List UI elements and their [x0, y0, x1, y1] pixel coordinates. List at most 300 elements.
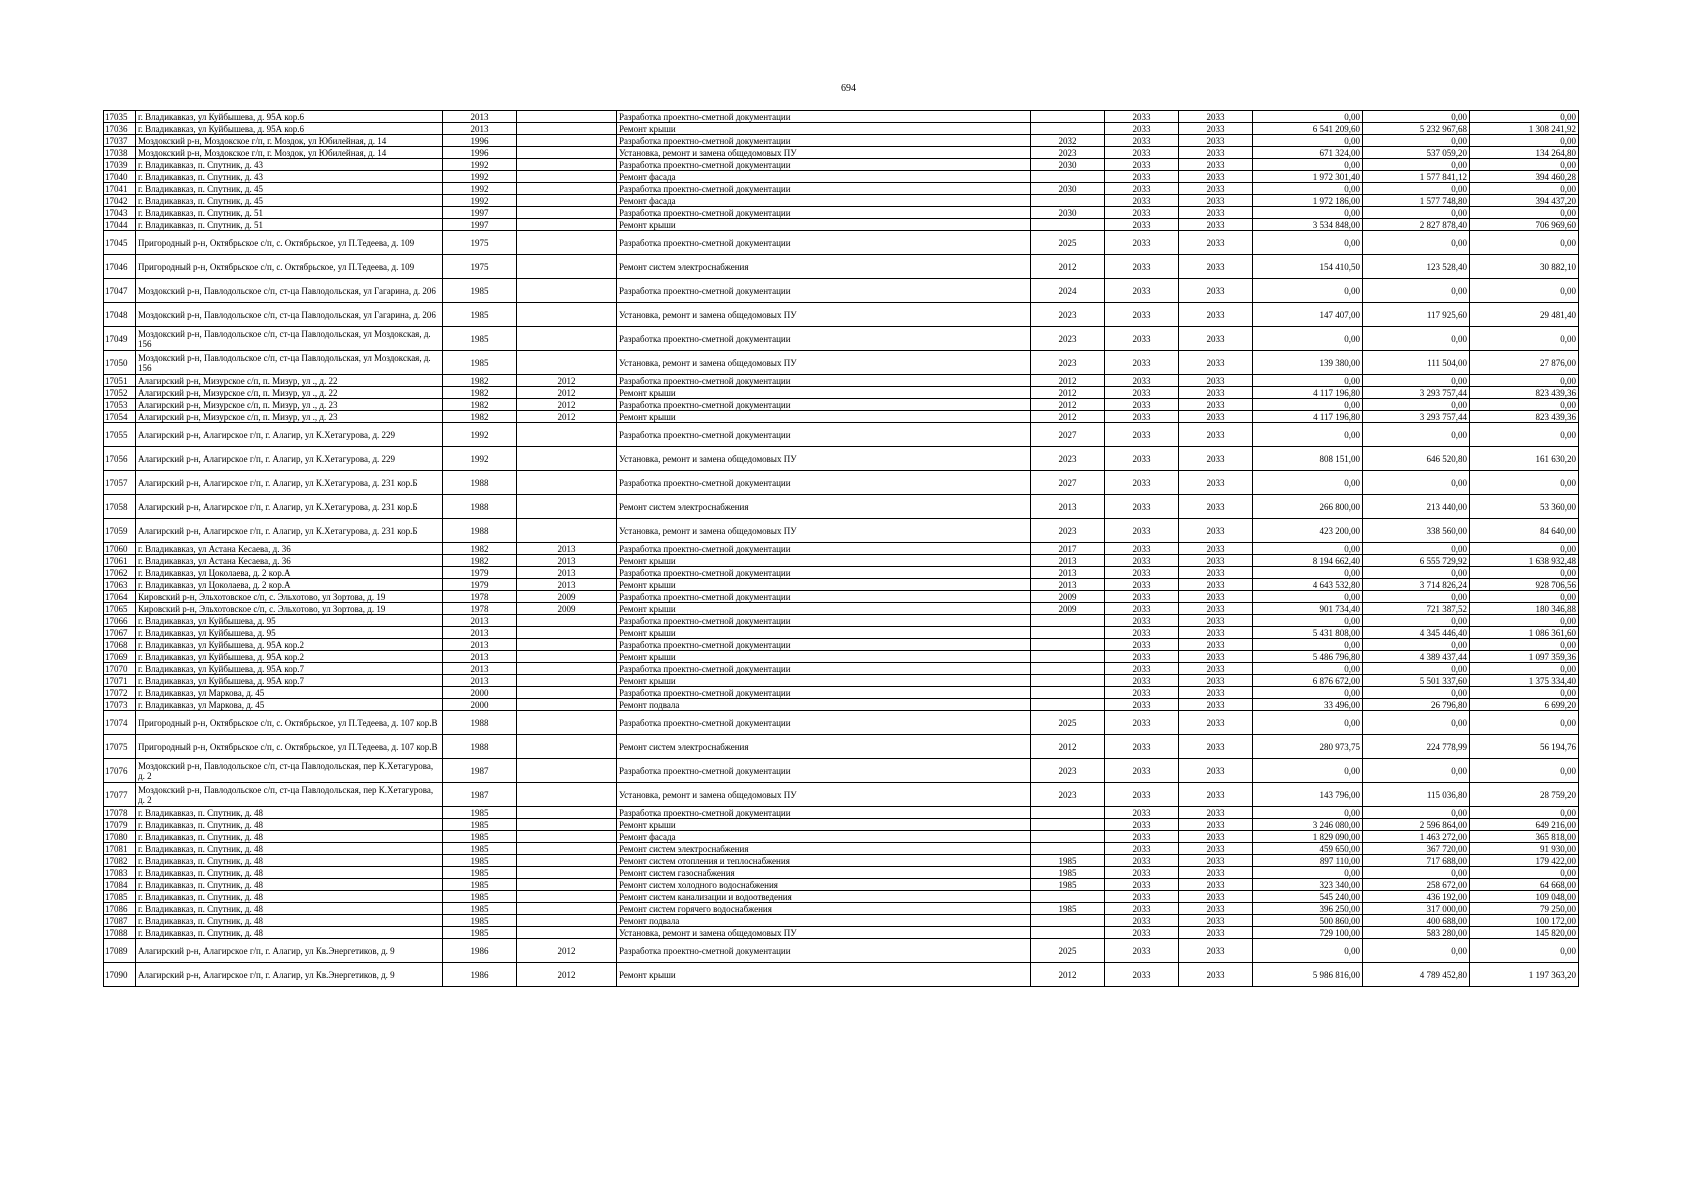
build-year-cell: 1988 — [443, 519, 517, 543]
fund-cost-cell: 721 387,52 — [1363, 603, 1470, 615]
planned-year-cell: 2013 — [1031, 567, 1105, 579]
build-year-cell: 1985 — [443, 327, 517, 351]
owners-cost-cell: 0,00 — [1470, 759, 1579, 783]
work-type-cell: Ремонт крыши — [617, 627, 1031, 639]
total-cost-cell: 901 734,40 — [1253, 603, 1363, 615]
last-repair-year-cell — [517, 759, 617, 783]
work-type-cell: Разработка проектно-сметной документации — [617, 135, 1031, 147]
table-row — [104, 219, 1579, 231]
owners-cost-cell: 134 264,80 — [1470, 147, 1579, 159]
start-year-cell: 2033 — [1105, 903, 1179, 915]
end-year-cell: 2033 — [1179, 603, 1253, 615]
planned-year-cell: 2032 — [1031, 135, 1105, 147]
total-cost-cell: 5 986 816,00 — [1253, 963, 1363, 987]
last-repair-year-cell — [517, 927, 617, 939]
work-type-cell: Ремонт систем электроснабжения — [617, 255, 1031, 279]
row-number-cell: 17086 — [104, 903, 136, 915]
start-year-cell: 2033 — [1105, 519, 1179, 543]
row-number-cell: 17067 — [104, 627, 136, 639]
build-year-cell: 1975 — [443, 255, 517, 279]
planned-year-cell — [1031, 819, 1105, 831]
work-type-cell: Установка, ремонт и замена общедомовых ПУ — [617, 927, 1031, 939]
row-number-cell: 17062 — [104, 567, 136, 579]
work-type-cell: Разработка проектно-сметной документации — [617, 183, 1031, 195]
start-year-cell: 2033 — [1105, 627, 1179, 639]
build-year-cell: 1985 — [443, 927, 517, 939]
fund-cost-cell: 1 577 841,12 — [1363, 171, 1470, 183]
start-year-cell: 2033 — [1105, 891, 1179, 903]
total-cost-cell: 0,00 — [1253, 399, 1363, 411]
address-cell: Алагирский р-н, Алагирское г/п, г. Алагир, ул К.Хетагурова, д. 231 кор.Б — [136, 471, 443, 495]
end-year-cell: 2033 — [1179, 159, 1253, 171]
build-year-cell: 1986 — [443, 963, 517, 987]
last-repair-year-cell — [517, 231, 617, 255]
fund-cost-cell: 117 925,60 — [1363, 303, 1470, 327]
planned-year-cell: 2025 — [1031, 711, 1105, 735]
work-type-cell: Разработка проектно-сметной документации — [617, 807, 1031, 819]
build-year-cell: 2013 — [443, 663, 517, 675]
start-year-cell: 2033 — [1105, 639, 1179, 651]
total-cost-cell: 0,00 — [1253, 135, 1363, 147]
work-type-cell: Ремонт крыши — [617, 963, 1031, 987]
total-cost-cell: 6 541 209,60 — [1253, 123, 1363, 135]
end-year-cell: 2033 — [1179, 639, 1253, 651]
last-repair-year-cell — [517, 687, 617, 699]
last-repair-year-cell: 2013 — [517, 543, 617, 555]
work-type-cell: Разработка проектно-сметной документации — [617, 231, 1031, 255]
build-year-cell: 1997 — [443, 219, 517, 231]
address-cell: г. Владикавказ, п. Спутник, д. 48 — [136, 867, 443, 879]
build-year-cell: 2013 — [443, 651, 517, 663]
end-year-cell: 2033 — [1179, 963, 1253, 987]
row-number-cell: 17083 — [104, 867, 136, 879]
work-type-cell: Разработка проектно-сметной документации — [617, 567, 1031, 579]
start-year-cell: 2033 — [1105, 807, 1179, 819]
end-year-cell: 2033 — [1179, 567, 1253, 579]
row-number-cell: 17066 — [104, 615, 136, 627]
start-year-cell: 2033 — [1105, 207, 1179, 219]
table-row — [104, 879, 1579, 891]
start-year-cell: 2033 — [1105, 843, 1179, 855]
end-year-cell: 2033 — [1179, 195, 1253, 207]
work-type-cell: Ремонт подвала — [617, 915, 1031, 927]
build-year-cell: 1978 — [443, 603, 517, 615]
end-year-cell: 2033 — [1179, 891, 1253, 903]
end-year-cell: 2033 — [1179, 879, 1253, 891]
end-year-cell: 2033 — [1179, 303, 1253, 327]
fund-cost-cell: 0,00 — [1363, 939, 1470, 963]
build-year-cell: 2013 — [443, 123, 517, 135]
address-cell: Алагирский р-н, Алагирское г/п, г. Алагир, ул К.Хетагурова, д. 231 кор.Б — [136, 519, 443, 543]
total-cost-cell: 0,00 — [1253, 639, 1363, 651]
total-cost-cell: 5 431 808,00 — [1253, 627, 1363, 639]
last-repair-year-cell — [517, 519, 617, 543]
fund-cost-cell: 4 389 437,44 — [1363, 651, 1470, 663]
owners-cost-cell: 0,00 — [1470, 639, 1579, 651]
planned-year-cell — [1031, 651, 1105, 663]
last-repair-year-cell — [517, 819, 617, 831]
planned-year-cell — [1031, 195, 1105, 207]
table-row — [104, 147, 1579, 159]
table-row — [104, 915, 1579, 927]
address-cell: г. Владикавказ, ул Астана Кесаева, д. 36 — [136, 543, 443, 555]
last-repair-year-cell — [517, 255, 617, 279]
work-type-cell: Ремонт систем электроснабжения — [617, 495, 1031, 519]
end-year-cell: 2033 — [1179, 399, 1253, 411]
page-number: 694 — [841, 83, 856, 94]
last-repair-year-cell: 2012 — [517, 963, 617, 987]
planned-year-cell — [1031, 663, 1105, 675]
fund-cost-cell: 717 688,00 — [1363, 855, 1470, 867]
end-year-cell: 2033 — [1179, 915, 1253, 927]
planned-year-cell: 2030 — [1031, 159, 1105, 171]
row-number-cell: 17044 — [104, 219, 136, 231]
end-year-cell: 2033 — [1179, 831, 1253, 843]
planned-year-cell: 2023 — [1031, 147, 1105, 159]
fund-cost-cell: 6 555 729,92 — [1363, 555, 1470, 567]
table-row — [104, 627, 1579, 639]
build-year-cell: 1988 — [443, 471, 517, 495]
work-type-cell: Ремонт крыши — [617, 675, 1031, 687]
build-year-cell: 2000 — [443, 687, 517, 699]
address-cell: Кировский р-н, Эльхотовское с/п, с. Эльхотово, ул Зортова, д. 19 — [136, 591, 443, 603]
start-year-cell: 2033 — [1105, 783, 1179, 807]
build-year-cell: 1985 — [443, 855, 517, 867]
start-year-cell: 2033 — [1105, 399, 1179, 411]
total-cost-cell: 0,00 — [1253, 591, 1363, 603]
table-row — [104, 123, 1579, 135]
end-year-cell: 2033 — [1179, 555, 1253, 567]
total-cost-cell: 0,00 — [1253, 543, 1363, 555]
row-number-cell: 17051 — [104, 375, 136, 387]
fund-cost-cell: 0,00 — [1363, 375, 1470, 387]
work-type-cell: Ремонт систем горячего водоснабжения — [617, 903, 1031, 915]
owners-cost-cell: 29 481,40 — [1470, 303, 1579, 327]
fund-cost-cell: 0,00 — [1363, 327, 1470, 351]
address-cell: г. Владикавказ, ул Маркова, д. 45 — [136, 699, 443, 711]
table-row — [104, 699, 1579, 711]
address-cell: г. Владикавказ, п. Спутник, д. 48 — [136, 915, 443, 927]
fund-cost-cell: 537 059,20 — [1363, 147, 1470, 159]
fund-cost-cell: 5 232 967,68 — [1363, 123, 1470, 135]
owners-cost-cell: 79 250,00 — [1470, 903, 1579, 915]
planned-year-cell: 2023 — [1031, 327, 1105, 351]
owners-cost-cell: 84 640,00 — [1470, 519, 1579, 543]
fund-cost-cell: 1 577 748,80 — [1363, 195, 1470, 207]
planned-year-cell — [1031, 639, 1105, 651]
table-row — [104, 111, 1579, 123]
fund-cost-cell: 3 714 826,24 — [1363, 579, 1470, 591]
build-year-cell: 1986 — [443, 939, 517, 963]
table-row — [104, 591, 1579, 603]
planned-year-cell: 2023 — [1031, 759, 1105, 783]
total-cost-cell: 33 496,00 — [1253, 699, 1363, 711]
row-number-cell: 17089 — [104, 939, 136, 963]
planned-year-cell: 2030 — [1031, 183, 1105, 195]
total-cost-cell: 147 407,00 — [1253, 303, 1363, 327]
row-number-cell: 17069 — [104, 651, 136, 663]
fund-cost-cell: 0,00 — [1363, 807, 1470, 819]
total-cost-cell: 500 860,00 — [1253, 915, 1363, 927]
last-repair-year-cell — [517, 123, 617, 135]
last-repair-year-cell — [517, 183, 617, 195]
end-year-cell: 2033 — [1179, 495, 1253, 519]
table-row — [104, 615, 1579, 627]
row-number-cell: 17071 — [104, 675, 136, 687]
total-cost-cell: 396 250,00 — [1253, 903, 1363, 915]
build-year-cell: 1985 — [443, 303, 517, 327]
last-repair-year-cell — [517, 855, 617, 867]
fund-cost-cell: 646 520,80 — [1363, 447, 1470, 471]
end-year-cell: 2033 — [1179, 111, 1253, 123]
start-year-cell: 2033 — [1105, 387, 1179, 399]
fund-cost-cell: 0,00 — [1363, 159, 1470, 171]
total-cost-cell: 3 246 080,00 — [1253, 819, 1363, 831]
end-year-cell: 2033 — [1179, 135, 1253, 147]
work-type-cell: Разработка проектно-сметной документации — [617, 327, 1031, 351]
row-number-cell: 17058 — [104, 495, 136, 519]
table-row — [104, 867, 1579, 879]
total-cost-cell: 729 100,00 — [1253, 927, 1363, 939]
last-repair-year-cell — [517, 807, 617, 819]
owners-cost-cell: 100 172,00 — [1470, 915, 1579, 927]
start-year-cell: 2033 — [1105, 915, 1179, 927]
work-type-cell: Разработка проектно-сметной документации — [617, 591, 1031, 603]
end-year-cell: 2033 — [1179, 231, 1253, 255]
fund-cost-cell: 3 293 757,44 — [1363, 411, 1470, 423]
row-number-cell: 17063 — [104, 579, 136, 591]
start-year-cell: 2033 — [1105, 543, 1179, 555]
work-type-cell: Ремонт систем электроснабжения — [617, 735, 1031, 759]
last-repair-year-cell — [517, 891, 617, 903]
row-number-cell: 17078 — [104, 807, 136, 819]
owners-cost-cell: 0,00 — [1470, 591, 1579, 603]
work-type-cell: Установка, ремонт и замена общедомовых ПУ — [617, 303, 1031, 327]
total-cost-cell: 154 410,50 — [1253, 255, 1363, 279]
address-cell: Пригородный р-н, Октябрьское с/п, с. Октябрьское, ул П.Тедеева, д. 107 кор.В — [136, 735, 443, 759]
start-year-cell: 2033 — [1105, 423, 1179, 447]
row-number-cell: 17057 — [104, 471, 136, 495]
row-number-cell: 17050 — [104, 351, 136, 375]
total-cost-cell: 0,00 — [1253, 711, 1363, 735]
start-year-cell: 2033 — [1105, 759, 1179, 783]
end-year-cell: 2033 — [1179, 663, 1253, 675]
address-cell: г. Владикавказ, ул Куйбышева, д. 95А кор.2 — [136, 639, 443, 651]
build-year-cell: 1985 — [443, 891, 517, 903]
start-year-cell: 2033 — [1105, 219, 1179, 231]
total-cost-cell: 0,00 — [1253, 687, 1363, 699]
owners-cost-cell: 365 818,00 — [1470, 831, 1579, 843]
work-type-cell: Установка, ремонт и замена общедомовых ПУ — [617, 783, 1031, 807]
address-cell: г. Владикавказ, п. Спутник, д. 48 — [136, 843, 443, 855]
work-type-cell: Ремонт систем канализации и водоотведения — [617, 891, 1031, 903]
address-cell: Алагирский р-н, Алагирское г/п, г. Алагир, ул Кв.Энергетиков, д. 9 — [136, 939, 443, 963]
total-cost-cell: 0,00 — [1253, 567, 1363, 579]
address-cell: Алагирский р-н, Мизурское с/п, п. Мизур, ул ., д. 22 — [136, 387, 443, 399]
start-year-cell: 2033 — [1105, 939, 1179, 963]
last-repair-year-cell: 2012 — [517, 939, 617, 963]
total-cost-cell: 0,00 — [1253, 663, 1363, 675]
fund-cost-cell: 4 789 452,80 — [1363, 963, 1470, 987]
table-row — [104, 687, 1579, 699]
work-type-cell: Ремонт фасада — [617, 195, 1031, 207]
owners-cost-cell: 0,00 — [1470, 867, 1579, 879]
table-row — [104, 279, 1579, 303]
last-repair-year-cell — [517, 663, 617, 675]
work-type-cell: Разработка проектно-сметной документации — [617, 279, 1031, 303]
start-year-cell: 2033 — [1105, 879, 1179, 891]
row-number-cell: 17054 — [104, 411, 136, 423]
planned-year-cell — [1031, 615, 1105, 627]
fund-cost-cell: 0,00 — [1363, 615, 1470, 627]
start-year-cell: 2033 — [1105, 699, 1179, 711]
repair-program-table — [103, 110, 1579, 987]
address-cell: Моздокский р-н, Моздокское г/п, г. Моздок, ул Юбилейная, д. 14 — [136, 147, 443, 159]
start-year-cell: 2033 — [1105, 819, 1179, 831]
address-cell: г. Владикавказ, п. Спутник, д. 45 — [136, 183, 443, 195]
last-repair-year-cell: 2009 — [517, 591, 617, 603]
owners-cost-cell: 823 439,36 — [1470, 387, 1579, 399]
last-repair-year-cell — [517, 303, 617, 327]
row-number-cell: 17073 — [104, 699, 136, 711]
fund-cost-cell: 338 560,00 — [1363, 519, 1470, 543]
total-cost-cell: 423 200,00 — [1253, 519, 1363, 543]
build-year-cell: 1985 — [443, 915, 517, 927]
fund-cost-cell: 2 596 864,00 — [1363, 819, 1470, 831]
start-year-cell: 2033 — [1105, 615, 1179, 627]
end-year-cell: 2033 — [1179, 927, 1253, 939]
end-year-cell: 2033 — [1179, 939, 1253, 963]
owners-cost-cell: 928 706,56 — [1470, 579, 1579, 591]
owners-cost-cell: 706 969,60 — [1470, 219, 1579, 231]
work-type-cell: Ремонт крыши — [617, 411, 1031, 423]
planned-year-cell: 1985 — [1031, 855, 1105, 867]
start-year-cell: 2033 — [1105, 711, 1179, 735]
start-year-cell: 2033 — [1105, 327, 1179, 351]
last-repair-year-cell — [517, 219, 617, 231]
start-year-cell: 2033 — [1105, 963, 1179, 987]
work-type-cell: Ремонт крыши — [617, 603, 1031, 615]
start-year-cell: 2033 — [1105, 375, 1179, 387]
address-cell: г. Владикавказ, п. Спутник, д. 48 — [136, 879, 443, 891]
work-type-cell: Установка, ремонт и замена общедомовых ПУ — [617, 147, 1031, 159]
build-year-cell: 2000 — [443, 699, 517, 711]
build-year-cell: 1985 — [443, 843, 517, 855]
owners-cost-cell: 145 820,00 — [1470, 927, 1579, 939]
end-year-cell: 2033 — [1179, 147, 1253, 159]
end-year-cell: 2033 — [1179, 471, 1253, 495]
planned-year-cell — [1031, 687, 1105, 699]
build-year-cell: 1992 — [443, 423, 517, 447]
fund-cost-cell: 0,00 — [1363, 231, 1470, 255]
end-year-cell: 2033 — [1179, 903, 1253, 915]
end-year-cell: 2033 — [1179, 615, 1253, 627]
row-number-cell: 17084 — [104, 879, 136, 891]
address-cell: г. Владикавказ, п. Спутник, д. 48 — [136, 819, 443, 831]
end-year-cell: 2033 — [1179, 819, 1253, 831]
last-repair-year-cell — [517, 171, 617, 183]
fund-cost-cell: 0,00 — [1363, 567, 1470, 579]
owners-cost-cell: 180 346,88 — [1470, 603, 1579, 615]
build-year-cell: 1985 — [443, 819, 517, 831]
total-cost-cell: 6 876 672,00 — [1253, 675, 1363, 687]
row-number-cell: 17041 — [104, 183, 136, 195]
total-cost-cell: 0,00 — [1253, 231, 1363, 255]
start-year-cell: 2033 — [1105, 687, 1179, 699]
row-number-cell: 17087 — [104, 915, 136, 927]
total-cost-cell: 1 972 301,40 — [1253, 171, 1363, 183]
row-number-cell: 17053 — [104, 399, 136, 411]
address-cell: Алагирский р-н, Мизурское с/п, п. Мизур, ул ., д. 23 — [136, 399, 443, 411]
address-cell: Алагирский р-н, Алагирское г/п, г. Алагир, ул К.Хетагурова, д. 229 — [136, 447, 443, 471]
owners-cost-cell: 0,00 — [1470, 543, 1579, 555]
owners-cost-cell: 0,00 — [1470, 471, 1579, 495]
table-row — [104, 231, 1579, 255]
last-repair-year-cell: 2012 — [517, 375, 617, 387]
owners-cost-cell: 0,00 — [1470, 663, 1579, 675]
total-cost-cell: 5 486 796,80 — [1253, 651, 1363, 663]
table-row — [104, 351, 1579, 375]
fund-cost-cell: 367 720,00 — [1363, 843, 1470, 855]
address-cell: г. Владикавказ, ул Куйбышева, д. 95 — [136, 615, 443, 627]
last-repair-year-cell — [517, 699, 617, 711]
end-year-cell: 2033 — [1179, 543, 1253, 555]
owners-cost-cell: 30 882,10 — [1470, 255, 1579, 279]
work-type-cell: Разработка проектно-сметной документации — [617, 615, 1031, 627]
last-repair-year-cell — [517, 711, 617, 735]
owners-cost-cell: 1 308 241,92 — [1470, 123, 1579, 135]
row-number-cell: 17090 — [104, 963, 136, 987]
address-cell: Пригородный р-н, Октябрьское с/п, с. Октябрьское, ул П.Тедеева, д. 109 — [136, 231, 443, 255]
last-repair-year-cell — [517, 843, 617, 855]
start-year-cell: 2033 — [1105, 471, 1179, 495]
work-type-cell: Разработка проектно-сметной документации — [617, 639, 1031, 651]
table-row — [104, 411, 1579, 423]
start-year-cell: 2033 — [1105, 927, 1179, 939]
row-number-cell: 17075 — [104, 735, 136, 759]
table-row — [104, 327, 1579, 351]
work-type-cell: Ремонт крыши — [617, 219, 1031, 231]
fund-cost-cell: 5 501 337,60 — [1363, 675, 1470, 687]
build-year-cell: 2013 — [443, 111, 517, 123]
total-cost-cell: 0,00 — [1253, 183, 1363, 195]
work-type-cell: Установка, ремонт и замена общедомовых ПУ — [617, 447, 1031, 471]
fund-cost-cell: 26 796,80 — [1363, 699, 1470, 711]
work-type-cell: Установка, ремонт и замена общедомовых ПУ — [617, 519, 1031, 543]
start-year-cell: 2033 — [1105, 591, 1179, 603]
end-year-cell: 2033 — [1179, 867, 1253, 879]
fund-cost-cell: 317 000,00 — [1363, 903, 1470, 915]
last-repair-year-cell — [517, 159, 617, 171]
table-row — [104, 855, 1579, 867]
fund-cost-cell: 3 293 757,44 — [1363, 387, 1470, 399]
address-cell: Моздокский р-н, Павлодольское с/п, ст-ца Павлодольская, ул Моздокская, д. 156 — [136, 327, 443, 351]
work-type-cell: Разработка проектно-сметной документации — [617, 663, 1031, 675]
build-year-cell: 1985 — [443, 807, 517, 819]
row-number-cell: 17035 — [104, 111, 136, 123]
build-year-cell: 2013 — [443, 639, 517, 651]
end-year-cell: 2033 — [1179, 807, 1253, 819]
planned-year-cell — [1031, 219, 1105, 231]
table-row — [104, 603, 1579, 615]
address-cell: г. Владикавказ, п. Спутник, д. 48 — [136, 903, 443, 915]
total-cost-cell: 0,00 — [1253, 327, 1363, 351]
table-row — [104, 579, 1579, 591]
planned-year-cell — [1031, 915, 1105, 927]
owners-cost-cell: 91 930,00 — [1470, 843, 1579, 855]
build-year-cell: 1982 — [443, 555, 517, 567]
work-type-cell: Ремонт фасада — [617, 171, 1031, 183]
